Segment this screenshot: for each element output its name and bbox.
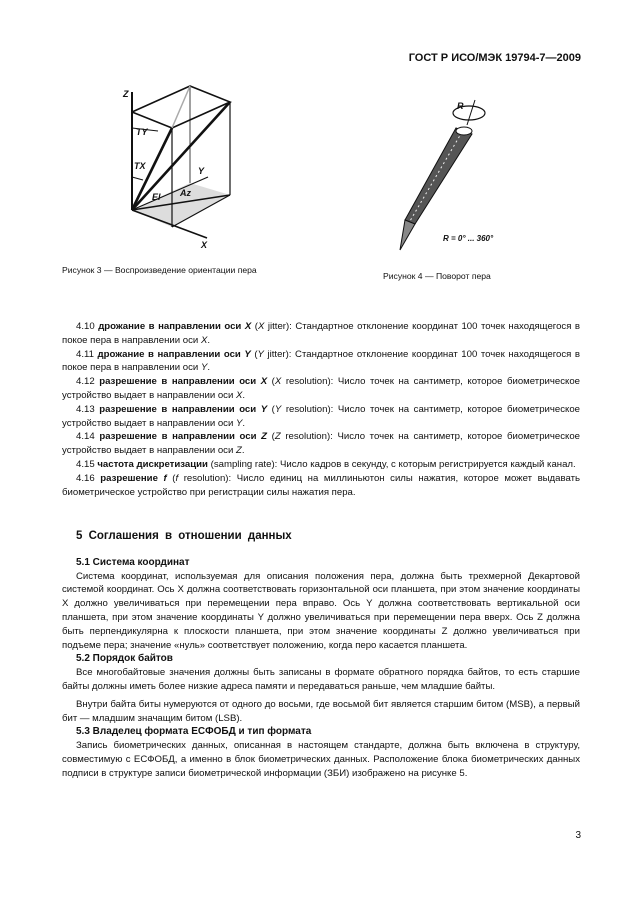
definition-text: ): Стандартное отклонение координат 100 точек находящегося в покое пера в направлении оси xyxy=(62,348,580,374)
figure-4-caption: Рисунок 4 — Поворот пера xyxy=(383,271,491,281)
figure-3-caption: Рисунок 3 — Воспроизведение ориентации пера xyxy=(62,265,257,275)
definition-term: дрожание в направлении оси xyxy=(98,321,245,332)
definition-axis: Y xyxy=(260,403,268,415)
definition-item: 4.10 дрожание в направлении оси X (X jitter): Стандартное отклонение координат 100 точек находящегося в покое пера в направлении оси X. xyxy=(62,321,581,346)
section-5 xyxy=(62,530,580,781)
definition-number: 4.16 xyxy=(76,472,95,484)
definition-text: ): Число единиц на миллиньютон силы нажатия, которое может выдавать биометрическое устройство при регистрации силы нажатия пера. xyxy=(62,472,580,498)
definition-term: разрешение в направлении оси xyxy=(99,376,261,388)
definition-term: разрешение в направлении оси xyxy=(99,431,262,443)
section-5-1-title: 5.1 Система координат xyxy=(76,556,190,568)
definition-number: 4.14 xyxy=(76,431,95,443)
definition-term: разрешение xyxy=(100,472,164,484)
definition-term: дрожание в направлении оси xyxy=(97,348,245,360)
definition-item: 4.15 частота дискретизации (sampling rate): Число кадров в секунду, с которым регистрируется каждый канал. xyxy=(76,458,576,470)
definition-end: . xyxy=(242,417,246,429)
definition-end: . xyxy=(242,389,246,401)
definition-term: частота дискретизации xyxy=(97,458,208,470)
section-5-3-text: Запись биометрических данных, описанная в настоящем стандарте, должна быть включена в структуру, совместимую с ЕСФОБД, а именно в блок биометрических данных. Расположение блока биометрических данных подписи в структуре записи биометрической информации (ЗБИ) изображено на рисунке 5. xyxy=(62,740,580,779)
r-label: R xyxy=(457,101,464,111)
definition-text: ): Число точек на сантиметр, которое биометрическое устройство выдает в направлении оси xyxy=(62,403,580,429)
definition-text: ): Число кадров в секунду, с которым регистрируется каждый канал. xyxy=(271,458,576,470)
definition-item: 4.11 дрожание в направлении оси Y (Y jitter): Стандартное отклонение координат 100 точек находящегося в покое пера в направлении оси Y. xyxy=(62,348,580,374)
definition-axis: Y xyxy=(244,348,251,360)
definition-number: 4.15 xyxy=(76,458,95,470)
section-5-2-paragraph-2: Внутри байта биты нумеруются от одного до восьми, где восьмой бит является старшим битом (MSB), а первый бит — младшим значащим битом (LSB). xyxy=(62,698,580,724)
english-axis: f xyxy=(175,472,179,484)
english-axis: X xyxy=(257,321,265,332)
english-axis: Y xyxy=(257,348,264,360)
english-term: resolution xyxy=(281,376,328,388)
definition-end: . xyxy=(207,334,211,346)
definition-end-axis: Z xyxy=(236,445,242,457)
definition-item: 4.16 разрешение f (f resolution): Число единиц на миллиньютон силы нажатия, которое может выдавать биометрическое устройство при регистрации силы нажатия пера. xyxy=(62,472,580,498)
definition-end-axis: X xyxy=(200,334,208,346)
definition-number: 4.11 xyxy=(76,348,94,360)
el-label: El xyxy=(152,192,161,202)
figure-3-pen-orientation-diagram xyxy=(100,80,240,260)
tx-label: TX xyxy=(134,161,146,171)
rotation-range-label: R = 0° ... 360° xyxy=(443,234,494,243)
definition-end-axis: Y xyxy=(200,362,208,374)
definition-end-axis: X xyxy=(236,389,243,401)
section-5-2-paragraph-1: Все многобайтовые значения должны быть записаны в формате обратного порядка байтов, то есть старшие байты должны иметь более низкие адреса памяти и передаваться раньше, чем младшие байты. xyxy=(62,667,580,692)
english-term: jitter xyxy=(264,321,286,332)
definition-end: . xyxy=(241,445,245,457)
section-5-2-title: 5.2 Порядок байтов xyxy=(76,653,173,665)
english-axis: Z xyxy=(274,431,281,443)
definition-item: 4.12 разрешение в направлении оси X (X resolution): Число точек на сантиметр, которое биометрическое устройство выдает в направлении оси X. xyxy=(62,376,580,401)
definition-text: ): Стандартное отклонение координат 100 точек находящегося в покое пера в направлении оси xyxy=(62,321,581,346)
definition-axis: f xyxy=(163,472,167,484)
definition-text: ): Число точек на сантиметр, которое биометрическое устройство выдает в направлении оси xyxy=(62,376,580,401)
ty-label: TY xyxy=(136,127,148,137)
definition-text: ): Число точек на сантиметр, которое биометрическое устройство выдает в направлении оси xyxy=(62,431,580,457)
definition-number: 4.13 xyxy=(76,403,95,415)
y-axis-label: Y xyxy=(198,166,205,176)
section-5-title: 5 Соглашения в отношении данных xyxy=(76,530,292,542)
definitions-list xyxy=(62,320,580,499)
section-5-1-text: Система координат, используемая для описания положения пера, должна быть трехмерной Декартовой системой координат. Ось X должна соответствовать горизонтальной оси планшета, при этом значение координаты X должно увеличиваться при перемещении пера вправо. Ось Y должна соответствовать вертикальной оси планшета, при этом значение координаты Y должно увеличиваться при перемещении пера вверх. Ось Z должна быть перпендикулярна к плоскости планшета, при этом значение координаты Z должно увеличиваться при подъеме пера; значение «нуль» соответствует положению, когда перо касается планшета. xyxy=(62,570,580,651)
english-axis: Y xyxy=(274,403,282,415)
english-term: resolution xyxy=(281,403,328,415)
z-axis-label: Z xyxy=(123,89,129,99)
definition-item: 4.13 разрешение в направлении оси Y (Y resolution): Число точек на сантиметр, которое биометрическое устройство выдает в направлении оси Y. xyxy=(62,403,580,429)
figure-4-pen-rotation-diagram xyxy=(390,95,510,255)
definition-end-axis: Y xyxy=(236,417,243,429)
definition-end: . xyxy=(207,362,211,374)
document-header: ГОСТ Р ИСО/МЭК 19794-7—2009 xyxy=(408,52,581,64)
definition-axis: X xyxy=(244,321,252,332)
definition-term: разрешение в направлении оси xyxy=(99,403,261,415)
az-label: Az xyxy=(180,188,191,198)
definition-axis: X xyxy=(260,376,268,388)
page-number: 3 xyxy=(575,830,581,841)
definition-axis: Z xyxy=(261,431,268,443)
definition-number: 4.12 xyxy=(76,376,95,388)
english-term: resolution xyxy=(178,472,226,484)
english-term: sampling rate xyxy=(213,458,272,470)
english-axis: X xyxy=(274,376,282,388)
x-axis-label: X xyxy=(201,240,208,250)
section-5-3-title: 5.3 Владелец формата ЕСФОБД и тип формата xyxy=(76,726,312,738)
definition-number: 4.10 xyxy=(76,321,95,332)
english-term: jitter xyxy=(263,348,286,360)
definition-item: 4.14 разрешение в направлении оси Z (Z resolution): Число точек на сантиметр, которое биометрическое устройство выдает в направлении оси Z. xyxy=(62,431,580,457)
english-term: resolution xyxy=(280,431,327,443)
